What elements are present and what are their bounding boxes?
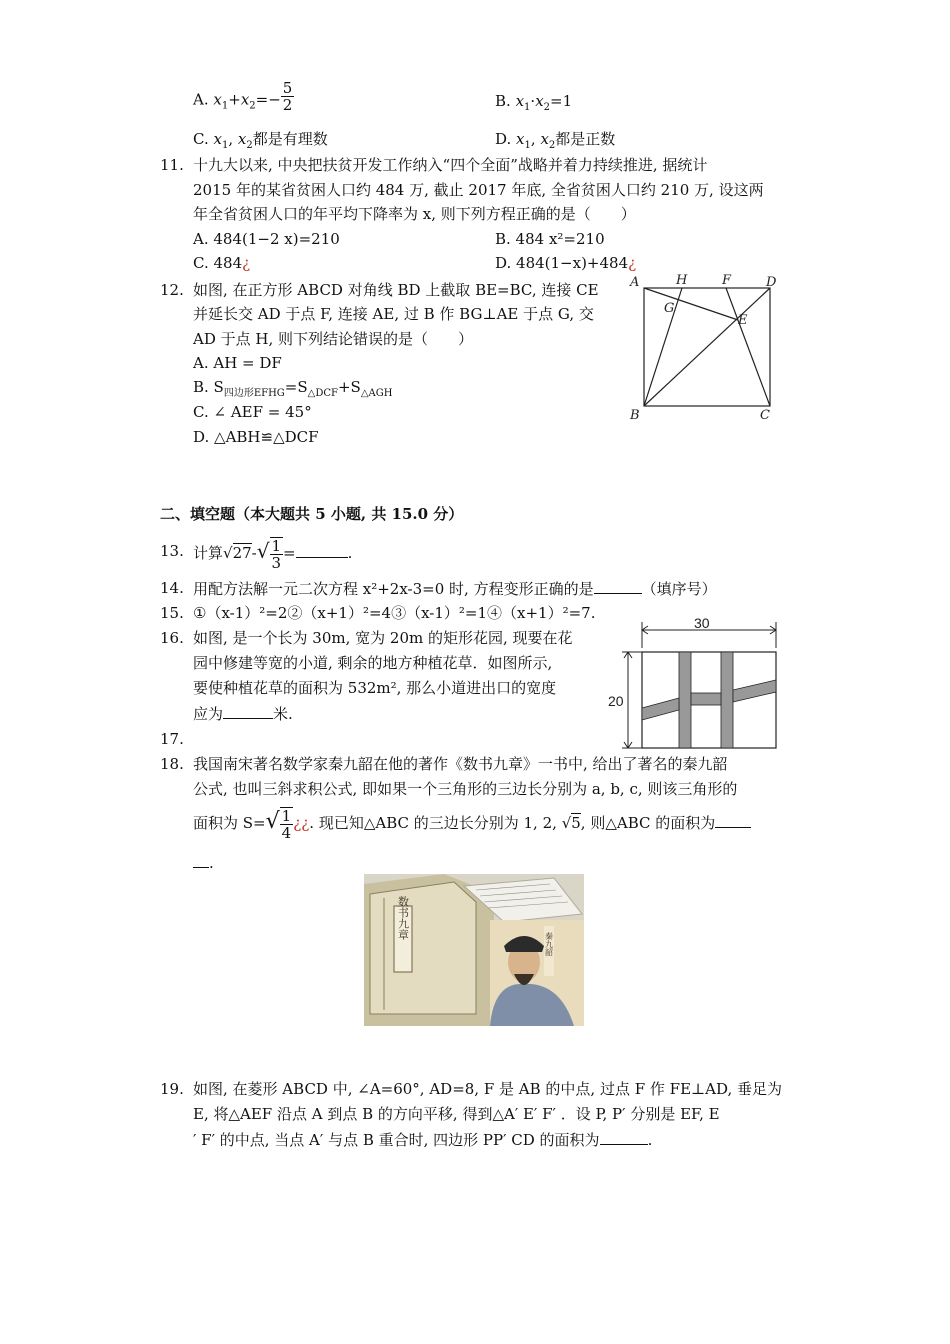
q12-line-2: 并延长交 AD 于点 F, 连接 AE, 过 B 作 BG⊥AE 于点 G, 交	[193, 305, 594, 323]
q11-option-c: C. 484¿	[193, 254, 251, 272]
path-vertical-2	[721, 652, 733, 748]
q11-option-d: D. 484(1−x)+484¿	[495, 254, 637, 272]
q11-option-a: A. 484(1−2 x)=210	[193, 230, 340, 248]
q11-line-2: 2015 年的某省贫困人口约 484 万, 截止 2017 年底, 全省贫困人口约 210 万, 设这两	[193, 181, 764, 199]
label-a: A	[630, 275, 640, 290]
book-title: 数书九章	[396, 896, 410, 940]
q18-line-2: 公式, 也叫三斜求积公式, 即如果一个三角形的三边长分别为 a, b, c, 则该三角形的	[193, 780, 738, 798]
portrait-caption: 秦九韶	[544, 932, 554, 956]
q18-line-3: 面积为 S=√ $\frac{1}{4}$ ¿¿. 现已知△ABC 的三边长分别为 1, 2, √5, 则△ABC 的面积为	[193, 802, 751, 843]
q13-text: 计算√27-√ $\frac{1}{3}$ = .	[193, 537, 353, 572]
q12-line-3: AD 于点 H, 则下列结论错误的是（ ）	[193, 330, 474, 348]
q16-garden-figure	[606, 618, 786, 753]
label-c: C	[760, 408, 770, 423]
q16-line-1: 如图, 是一个长为 30m, 宽为 20m 的矩形花园, 现要在花	[193, 629, 573, 647]
label-d: D	[766, 275, 777, 290]
q12-option-b: B. $S_{四边形EFHG}=S_{\triangle DCF}+S_{\triangle AGH}$	[193, 378, 393, 399]
q13-number: 13.	[160, 542, 184, 560]
label-g: G	[664, 301, 675, 316]
section-2-title: 二、填空题（本大题共 5 小题, 共 15.0 分）	[160, 505, 464, 523]
q11-number: 11.	[160, 156, 184, 174]
q17-number: 17.	[160, 730, 184, 748]
q14-text: 用配方法解一元二次方程 x²+2x-3=0 时, 方程变形正确的是 （填序号）	[193, 580, 717, 598]
line-cf	[726, 288, 770, 406]
q16-number: 16.	[160, 629, 184, 647]
line-ae	[644, 288, 738, 320]
q19-line-3: ′ F′ 的中点, 当点 A′ 与点 B 重合时, 四边形 PP′ CD 的面积为 .	[193, 1131, 653, 1149]
q19-line-2: E, 将△AEF 沿点 A 到点 B 的方向平移, 得到△A′ E′ F′ ．设 P, P′ 分别是 EF, E	[193, 1105, 720, 1123]
q19-number: 19.	[160, 1080, 184, 1098]
q12-number: 12.	[160, 281, 184, 299]
height-label: 20	[608, 693, 624, 709]
q18-line-4: .	[193, 852, 214, 873]
q16-line-4: 应为 米.	[193, 705, 293, 723]
q10-option-a: A. $x_1+x_2=-$ $\frac{5}{2}$	[193, 79, 293, 114]
q19-line-1: 如图, 在菱形 ABCD 中, ∠A=60°, AD=8, F 是 AB 的中点, 过点 F 作 FE⊥AD, 垂足为	[193, 1080, 782, 1098]
q18-line-1: 我国南宋著名数学家秦九韶在他的著作《数书九章》一书中, 给出了著名的秦九韶	[193, 755, 728, 773]
qin-jiushao-photo	[364, 874, 584, 1026]
q18-number: 18.	[160, 755, 184, 773]
q11-line-1: 十九大以来, 中央把扶贫开发工作纳入“四个全面”战略并着力持续推进, 据统计	[193, 156, 708, 174]
path-horizontal-middle	[691, 693, 721, 705]
q16-line-3: 要使种植花草的面积为 532m², 那么小道进出口的宽度	[193, 679, 557, 697]
width-label: 30	[694, 618, 710, 631]
q15-number: 15.	[160, 604, 184, 622]
book-cover	[370, 882, 476, 1014]
label-b: B	[630, 408, 640, 423]
q16-line-2: 园中修建等宽的小道, 剩余的地方种植花草．如图所示,	[193, 654, 553, 672]
q12-option-c: C. ∠ AEF = 45°	[193, 403, 312, 421]
q11-line-3: 年全省贫困人口的年平均下降率为 x, 则下列方程正确的是（ ）	[193, 205, 636, 223]
q11-option-b: B. 484 x²=210	[495, 230, 605, 248]
q12-option-a: A. AH = DF	[193, 354, 282, 372]
q15-text: ①（x-1）²=2②（x+1）²=4③（x-1）²=1④（x+1）²=7.	[193, 604, 596, 622]
q12-line-1: 如图, 在正方形 ABCD 对角线 BD 上截取 BE=BC, 连接 CE	[193, 281, 599, 299]
q12-option-d: D. △ABH≌△DCF	[193, 428, 319, 446]
q10-option-d: D. $x_1$, $x_2$都是正数	[495, 130, 616, 151]
label-f: F	[722, 273, 732, 288]
label-e: E	[738, 313, 748, 328]
path-vertical-1	[679, 652, 691, 748]
label-h: H	[676, 273, 688, 288]
q12-square-figure	[626, 268, 786, 428]
q14-number: 14.	[160, 579, 184, 597]
q10-option-c: C. $x_1$, $x_2$都是有理数	[193, 130, 328, 151]
q10-option-b: B. $x_1\cdot x_2=1$	[495, 92, 573, 113]
